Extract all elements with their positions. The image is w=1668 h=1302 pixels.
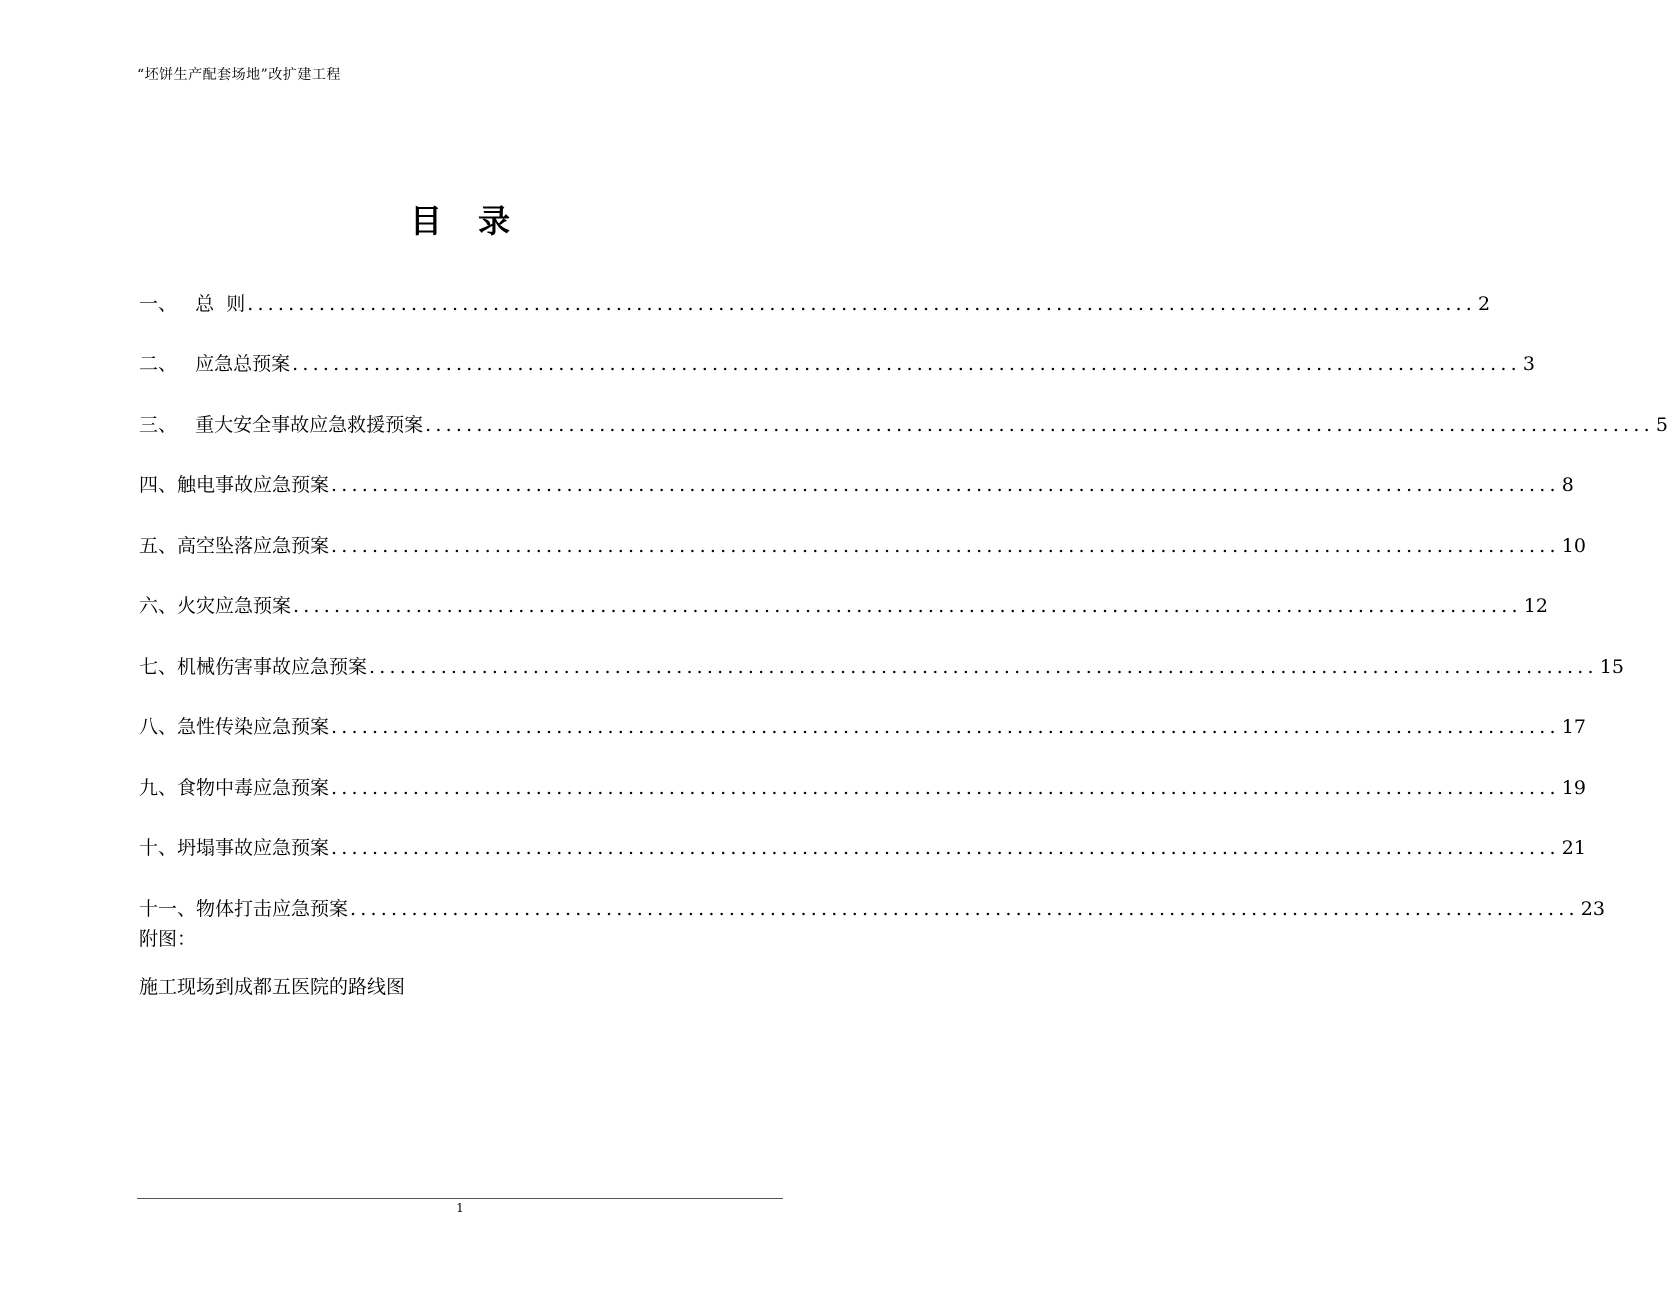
- toc-leader-dots: ........................................................................................................................: [331, 776, 1560, 799]
- toc-entry[interactable]: [139, 260, 1491, 321]
- toc-entry-page: 23: [1580, 897, 1605, 920]
- toc-entry-label: 五、高空坠落应急预案: [139, 534, 330, 557]
- toc-entry-page: 15: [1599, 655, 1624, 678]
- page-number: 1: [456, 1201, 464, 1215]
- toc-entry-label: 十一、物体打击应急预案: [139, 897, 349, 920]
- toc-leader-dots: ........................................................................................................................: [292, 353, 1521, 375]
- document-title: 目录: [409, 202, 546, 240]
- toc-leader-dots: ........................................................................................................................: [293, 595, 1522, 617]
- toc-entry[interactable]: [139, 623, 1624, 684]
- toc-entry-page: 21: [1561, 837, 1586, 859]
- toc-leader-dots: ........................................................................................................................: [331, 474, 1560, 496]
- toc-leader-dots: ........................................................................................................................: [369, 655, 1598, 678]
- footer-divider: [137, 1198, 783, 1199]
- toc-entry-page: 19: [1561, 776, 1586, 799]
- toc-entry[interactable]: [139, 744, 1586, 805]
- toc-entry-label: 八、急性传染应急预案: [139, 716, 330, 738]
- table-of-contents: [139, 260, 1668, 926]
- toc-entry-page: 5: [1655, 413, 1668, 436]
- toc-leader-dots: ........................................................................................................................: [350, 897, 1579, 920]
- toc-entry-page: 2: [1477, 292, 1491, 315]
- toc-leader-dots: ........................................................................................................................: [331, 837, 1560, 859]
- toc-entry[interactable]: [139, 321, 1535, 382]
- toc-entry-page: 10: [1561, 534, 1586, 557]
- toc-entry-label: 六、火灾应急预案: [139, 595, 292, 617]
- toc-entry[interactable]: [139, 865, 1605, 926]
- toc-entry-label: 七、机械伤害事故应急预案: [139, 655, 368, 678]
- toc-entry-label: 三、 重大安全事故应急救援预案: [139, 413, 424, 436]
- toc-leader-dots: ........................................................................................................................: [247, 292, 1476, 315]
- toc-entry-page: 8: [1561, 474, 1574, 496]
- toc-entry-page: 17: [1561, 716, 1586, 738]
- appendix-label: 附图：: [139, 928, 197, 950]
- toc-entry-label: 二、 应急总预案: [139, 353, 291, 375]
- toc-entry-label: 九、食物中毒应急预案: [139, 776, 330, 799]
- toc-entry[interactable]: [139, 381, 1668, 442]
- toc-entry[interactable]: [139, 563, 1548, 624]
- toc-leader-dots: ........................................................................................................................: [331, 534, 1560, 557]
- toc-entry-page: 3: [1522, 353, 1535, 375]
- toc-entry-label: 一、 总 则: [139, 292, 246, 315]
- toc-leader-dots: ........................................................................................................................: [331, 716, 1560, 738]
- toc-leader-dots: ........................................................................................................................: [425, 413, 1654, 436]
- toc-entry-label: 十、坍塌事故应急预案: [139, 837, 330, 859]
- toc-entry-label: 四、触电事故应急预案: [139, 474, 330, 496]
- toc-entry[interactable]: [139, 805, 1586, 866]
- appendix-item: 施工现场到成都五医院的路线图: [139, 976, 406, 998]
- page-header: “坯饼生产配套场地”改扩建工程: [137, 67, 341, 83]
- toc-entry-page: 12: [1523, 595, 1548, 617]
- toc-entry[interactable]: [139, 442, 1574, 503]
- toc-entry[interactable]: [139, 502, 1586, 563]
- toc-entry[interactable]: [139, 684, 1586, 745]
